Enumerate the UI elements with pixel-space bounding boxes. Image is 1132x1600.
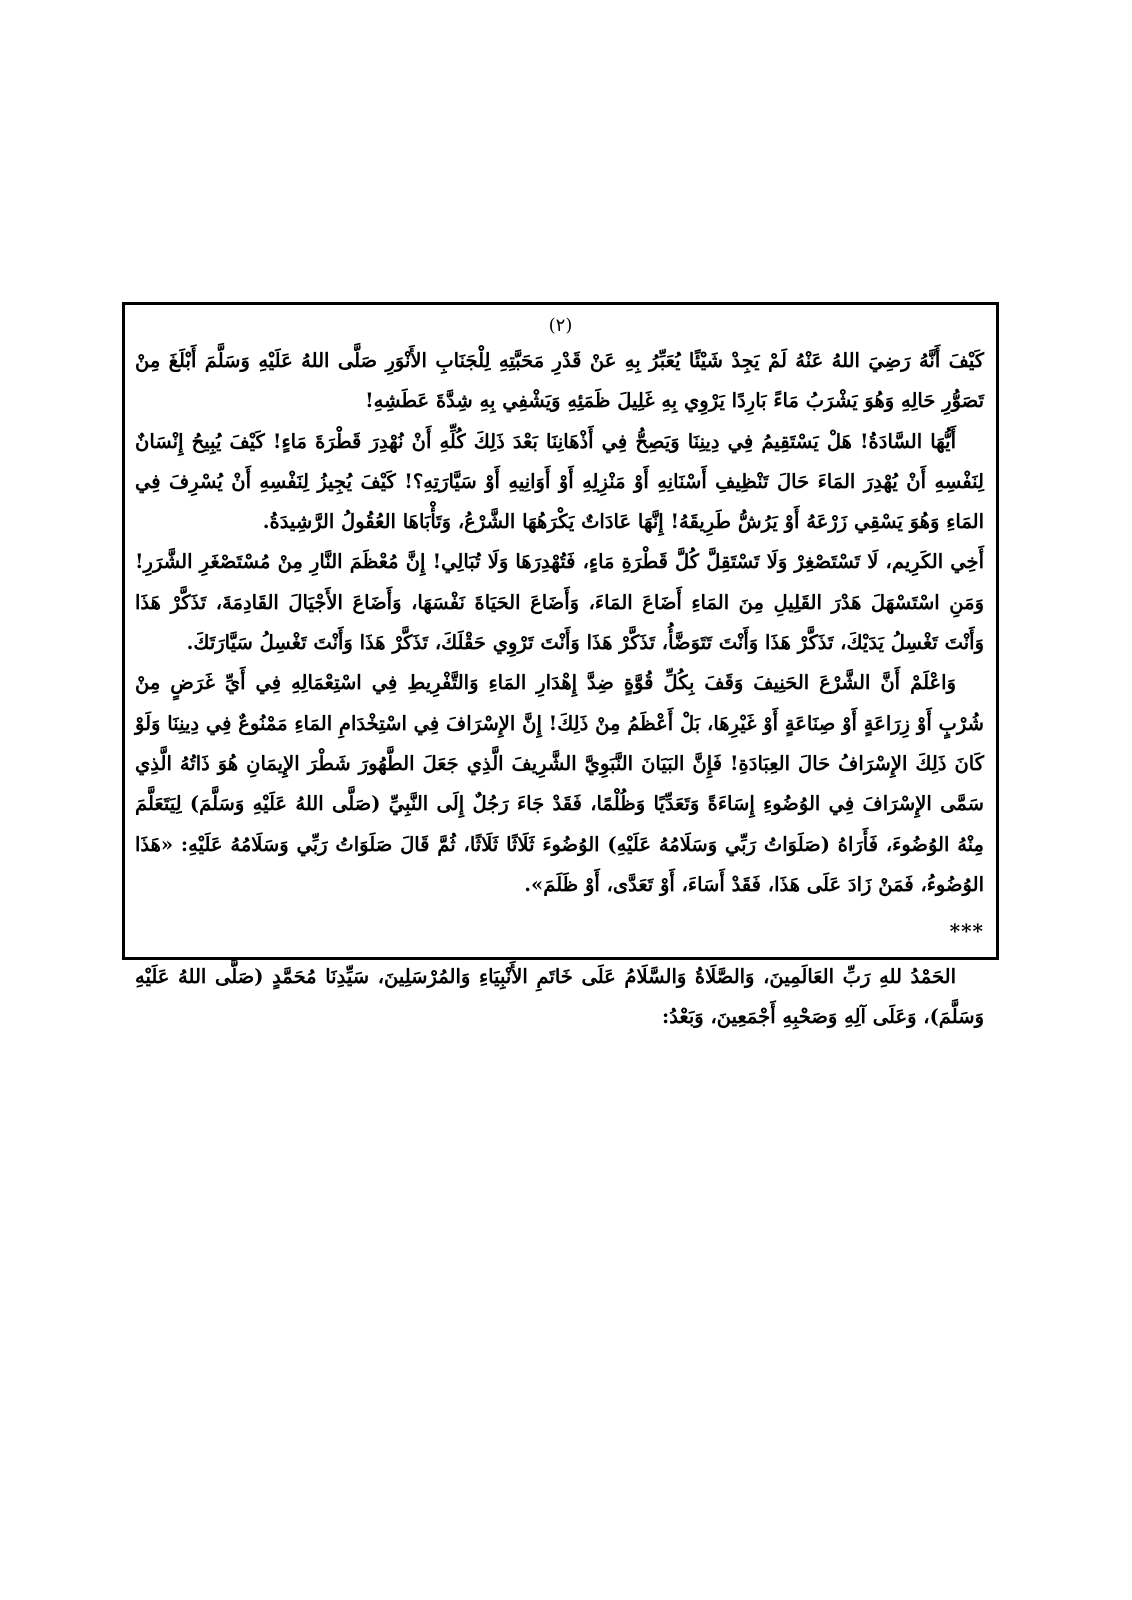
section-separator: ***	[949, 919, 984, 944]
page-frame	[122, 302, 999, 1029]
closing-paragraph: الحَمْدُ للهِ رَبِّ العَالَمِينَ، وَالصَّلَاةُ وَالسَّلَامُ عَلَى خَاتَمِ الأَنْبِيَاءِ وَالمُرْسَلِينَ، سَيِّدِنَا مُحَمَّدٍ (صَلَّى اللهُ عَلَيْهِ وَسَلَّمَ)، وَعَلَى آلِهِ وَصَحْبِهِ أَجْمَعِينَ، وَبَعْدُ:	[135, 965, 984, 1029]
paragraph-3: أَخِي الكَرِيم، لَا تَسْتَصْغِرْ وَلَا تَسْتَقِلَّ كُلَّ قَطْرَةِ مَاءٍ، فَتُهْدِرَهَا وَلَا تُبَالِي! إِنَّ مُعْظَمَ النَّارِ مِنْ مُسْتَصْغَرِ الشَّرَرِ! وَمَنِ اسْتَسْهَلَ هَدْرَ القَلِيلِ مِنَ المَاءِ أَضَاعَ المَاءَ، وَأَضَاعَ الحَيَاةَ نَفْسَهَا، وَأَضَاعَ الأَجْيَالَ القَادِمَةَ، تَذَكَّرْ هَذَا وَأَنْتَ تَغْسِلُ يَدَيْكَ، تَذَكَّرْ هَذَا وَأَنْتَ تَتَوَضَّأُ، تَذَكَّرْ هَذَا وَأَنْتَ تَرْوِي حَقْلَكَ، تَذَكَّرْ هَذَا وَأَنْتَ تَغْسِلُ سَيَّارَتَكَ.	[135, 550, 984, 655]
paragraph-1: كَيْفَ أَنَّهُ رَضِيَ اللهُ عَنْهُ لَمْ يَجِدْ شَيْئًا يُعَبِّرُ بِهِ عَنْ قَدْرِ مَحَبَّتِهِ لِلْجَنَابِ الأَنْوَرِ صَلَّى اللهُ عَلَيْهِ وَسَلَّمَ أَبْلَغَ مِنْ تَصَوُّرِ حَالِهِ وَهُوَ يَشْرَبُ مَاءً بَارِدًا يَرْوِي بِهِ غَلِيلَ ظَمَئِهِ وَيَشْفِي بِهِ شِدَّةَ عَطَشِهِ!	[135, 349, 984, 413]
paragraph-2: أَيُّهَا السَّادَةُ! هَلْ يَسْتَقِيمُ فِي دِينِنَا وَيَصِحُّ فِي أَذْهَانِنَا بَعْدَ ذَلِكَ كُلِّهِ أَنْ نُهْدِرَ قَطْرَةَ مَاءٍ! كَيْفَ يُبِيحُ إِنْسَانٌ لِنَفْسِهِ أَنْ يُهْدِرَ المَاءَ حَالَ تَنْظِيفِ أَسْنَانِهِ أَوْ مَنْزِلِهِ أَوْ أَوَانِيهِ أَوْ سَيَّارَتِهِ؟! كَيْفَ يُجِيزُ لِنَفْسِهِ أَنْ يُسْرِفَ فِي المَاءِ وَهُوَ يَسْقِي زَرْعَهُ أَوْ يَرُشُّ طَرِيقَهُ! إِنَّهَا عَادَاتٌ يَكْرَهُهَا الشَّرْعُ، وَتَأْبَاهَا العُقُولُ الرَّشِيدَةُ.	[135, 429, 984, 534]
page-number: (٢)	[548, 315, 573, 336]
paragraph-4: وَاعْلَمْ أَنَّ الشَّرْعَ الحَنِيفَ وَقَفَ بِكُلِّ قُوَّةٍ ضِدَّ إِهْدَارِ المَاءِ وَالتَّفْرِيطِ فِي اسْتِعْمَالِهِ فِي أَيِّ غَرَضٍ مِنْ شُرْبٍ أَوْ زِرَاعَةٍ أَوْ صِنَاعَةٍ أَوْ غَيْرِهَا، بَلْ أَعْظَمُ مِنْ ذَلِكَ! إِنَّ الإِسْرَافَ فِي اسْتِخْدَامِ المَاءِ مَمْنُوعٌ فِي دِينِنَا وَلَوْ كَانَ ذَلِكَ الإِسْرَافُ حَالَ العِبَادَةِ! فَإِنَّ البَيَانَ النَّبَوِيَّ الشَّرِيفَ الَّذِي جَعَلَ الطَّهُورَ شَطْرَ الإِيمَانِ هُوَ ذَاتُهُ الَّذِي سَمَّى الإِسْرَافَ فِي الوُضُوءِ إِسَاءَةً وَتَعَدِّيًا وَظُلْمًا، فَقَدْ جَاءَ رَجُلٌ إِلَى النَّبِيِّ (صَلَّى اللهُ عَلَيْهِ وَسَلَّمَ) لِيَتَعَلَّمَ مِنْهُ الوُضُوءَ، فَأَرَاهُ (صَلَوَاتُ رَبِّي وَسَلَامُهُ عَلَيْهِ) الوُضُوءَ ثَلَاثًا ثَلَاثًا، ثُمَّ قَالَ صَلَوَاتُ رَبِّي وَسَلَامُهُ عَلَيْهِ: «هَذَا الوُضُوءُ، فَمَنْ زَادَ عَلَى هَذَا، فَقَدْ أَسَاءَ، أَوْ تَعَدَّى، أَوْ ظَلَمَ».	[135, 671, 984, 896]
document-body	[135, 341, 984, 1038]
